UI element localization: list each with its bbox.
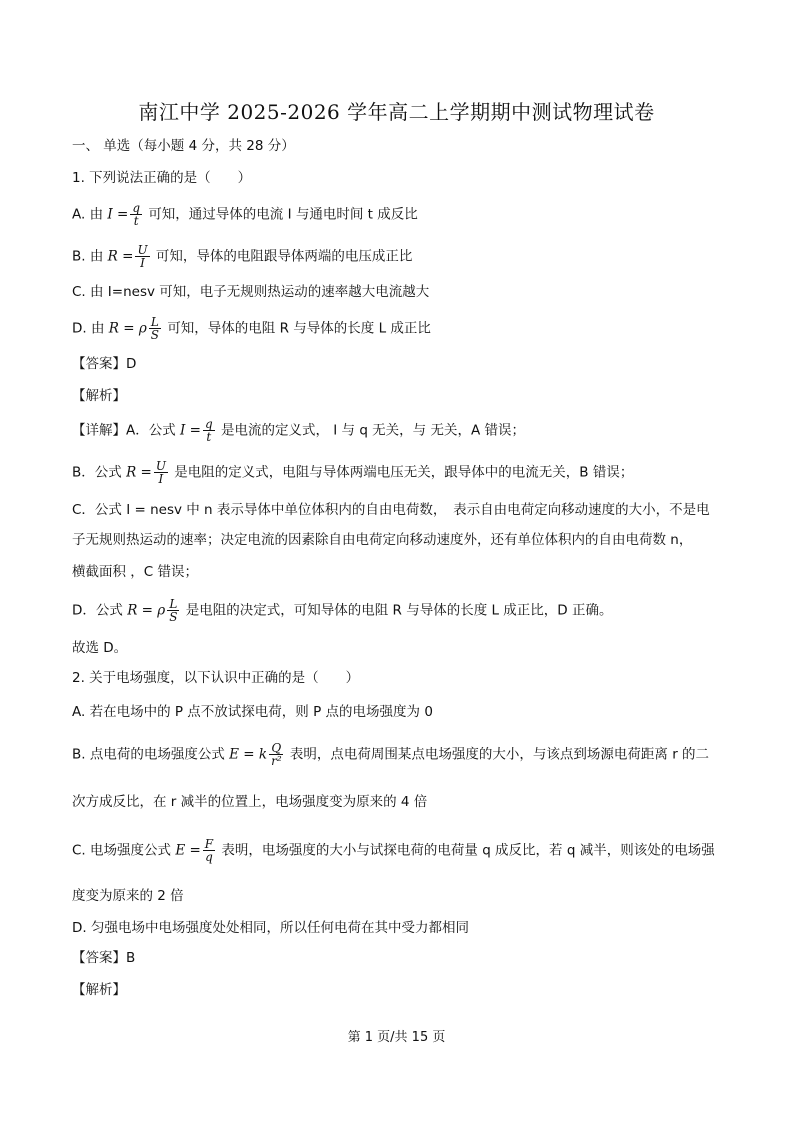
q2-b-equation: E = k: [229, 746, 268, 763]
q1-detail-b-prefix: B．公式: [72, 464, 122, 481]
q2-option-b: [72, 742, 732, 767]
q1-d-numerator: L: [150, 315, 159, 329]
q1-option-d: [72, 316, 732, 341]
q2-stem: 2. 关于电场强度，以下认识中正确的是（ ）: [72, 670, 360, 686]
q1-detail-d-fraction: [167, 598, 179, 623]
q1-d-denominator: S: [150, 328, 160, 342]
q2-c-numerator: F: [204, 837, 214, 851]
q1-a-text: 可知，通过导体的电流 I 与通电时间 t 成反比: [148, 206, 418, 223]
q1-answer: 【答案】D: [72, 356, 137, 372]
q1-detail-d-numerator: L: [169, 597, 178, 611]
q1-detail-b-numerator: U: [155, 459, 166, 473]
q1-detail-d-prefix: D．公式: [72, 602, 123, 619]
q1-detail-b-fraction: [154, 460, 168, 485]
q1-detail-a: [72, 418, 732, 443]
q1-d-prefix: D. 由: [72, 320, 105, 337]
q2-analysis-label: 【解析】: [72, 982, 126, 998]
q2-answer: 【答案】B: [72, 950, 136, 966]
q2-b-numerator: Q: [271, 741, 282, 755]
q1-stem: 1. 下列说法正确的是（ ）: [72, 170, 252, 186]
q2-b-denominator: r²: [271, 754, 282, 768]
q1-detail-c-line2: 子无规则热运动的速率；决定电流的因素除自由电荷定向移动速度外，还有单位体积内的自由电荷数 n，: [72, 532, 693, 548]
q1-b-equation: R =: [107, 248, 134, 265]
q1-option-a: [72, 202, 732, 227]
q1-d-equation: R = ρ: [108, 320, 147, 337]
q2-b-text: 表明，点电荷周围某点电场强度的大小，与该点到场源电荷距离 r 的二: [289, 746, 710, 763]
q1-detail-b: [72, 460, 732, 485]
q2-c-equation: E =: [175, 842, 201, 859]
q1-detail-d-equation: R = ρ: [127, 602, 166, 619]
q1-detail-c-line3: 横截面积 ，C 错误；: [72, 564, 199, 580]
q2-option-b-line2: 次方成反比，在 r 减半的位置上，电场强度变为原来的 4 倍: [72, 794, 428, 810]
q2-b-fraction: [269, 742, 284, 767]
q1-option-c: C. 由 I=nesv 可知，电子无规则热运动的速率越大电流越大: [72, 284, 430, 300]
q1-b-prefix: B. 由: [72, 248, 104, 265]
q1-detail-b-equation: R =: [126, 464, 152, 481]
q2-option-a: A. 若在电场中的 P 点不放试探电荷，则 P 点的电场强度为 0: [72, 704, 433, 720]
q1-a-denominator: t: [133, 214, 139, 228]
q1-detail-a-prefix: 【详解】A．公式: [72, 422, 176, 439]
q2-c-prefix: C. 电场强度公式: [72, 842, 172, 859]
q1-d-fraction: [149, 316, 161, 341]
q2-c-denominator: q: [205, 850, 213, 864]
q1-conclusion: 故选 D。: [72, 640, 128, 656]
q1-a-equation: I =: [107, 206, 129, 223]
q1-a-fraction: [130, 202, 142, 227]
page-footer: 第 1 页/共 15 页: [347, 1030, 446, 1045]
q2-option-c: [72, 838, 732, 863]
q1-b-text: 可知，导体的电阻跟导体两端的电压成正比: [155, 248, 413, 265]
q1-b-numerator: U: [137, 243, 148, 257]
q1-b-denominator: I: [140, 256, 145, 270]
q2-option-d: D. 匀强电场中电场强度处处相同，所以任何电荷在其中受力都相同: [72, 920, 469, 936]
q1-detail-a-denominator: t: [206, 430, 212, 444]
q1-detail-b-text: 是电阻的定义式，电阻与导体两端电压无关，跟导体中的电流无关，B 错误；: [174, 464, 634, 481]
q1-detail-d-text: 是电阻的决定式，可知导体的电阻 R 与导体的长度 L 成正比，D 正确。: [185, 602, 613, 619]
q1-detail-a-fraction: [203, 418, 215, 443]
q1-detail-b-denominator: I: [158, 472, 164, 486]
q1-a-numerator: q: [132, 201, 141, 215]
q1-option-b: [72, 244, 732, 269]
q1-detail-d-denominator: S: [169, 610, 178, 624]
q1-detail-c-line1: C．公式 I = nesv 中 n 表示导体中单位体积内的自由电荷数， 表示自由电荷定向移动速度的大小，不是电: [72, 502, 710, 518]
page-title: 南江中学 2025-2026 学年高二上学期期中测试物理试卷: [138, 100, 655, 124]
q2-option-c-line2: 度变为原来的 2 倍: [72, 888, 184, 904]
q2-c-fraction: [203, 838, 215, 863]
section-heading: 一、 单选（每小题 4 分，共 28 分）: [72, 138, 295, 154]
q1-b-fraction: [135, 244, 149, 269]
q1-a-prefix: A. 由: [72, 206, 104, 223]
q1-detail-a-equation: I =: [180, 422, 201, 439]
q1-analysis-label: 【解析】: [72, 388, 126, 404]
q2-b-prefix: B. 点电荷的电场强度公式: [72, 746, 225, 763]
q1-d-text: 可知，导体的电阻 R 与导体的长度 L 成正比: [167, 320, 431, 337]
q1-detail-a-text: 是电流的定义式， I 与 q 无关，与 无关，A 错误；: [220, 422, 526, 439]
q1-detail-d: [72, 598, 732, 623]
q1-detail-a-numerator: q: [204, 417, 213, 431]
q2-c-text: 表明，电场强度的大小与试探电荷的电荷量 q 成反比，若 q 减半，则该处的电场强: [221, 842, 715, 859]
